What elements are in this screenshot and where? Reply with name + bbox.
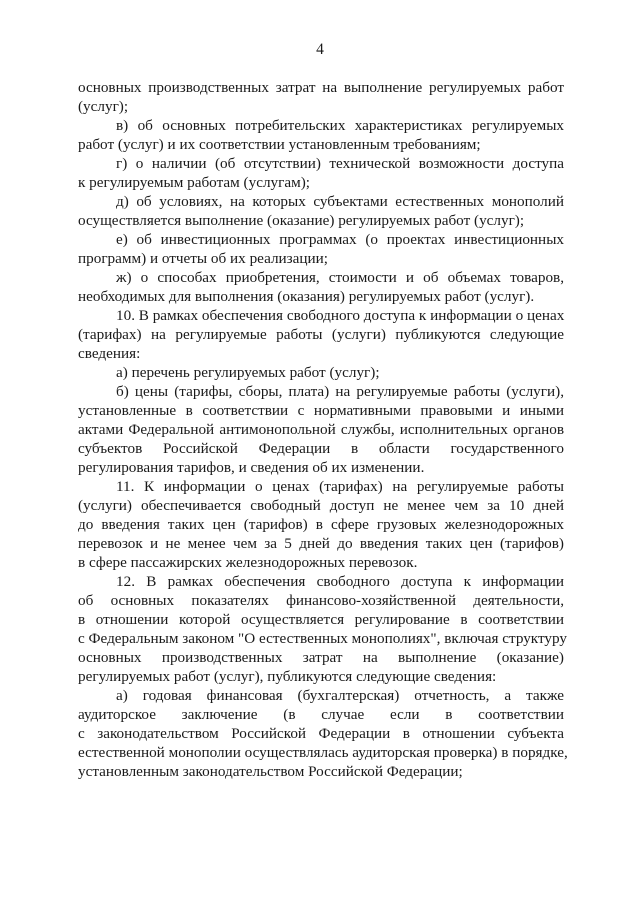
text-line: необходимых для выполнения (оказания) регулируемых работ (услуг). xyxy=(78,288,535,305)
text-line: до введения таких цен (тарифов) в сфере грузовых железнодорожных xyxy=(78,516,564,533)
text-line: перевозок и не менее чем за 5 дней до введения таких цен (тарифов) xyxy=(78,535,564,552)
text-line: к регулируемым работам (услугам); xyxy=(78,174,310,191)
text-line: 11. К информации о ценах (тарифах) на регулируемые работы xyxy=(116,478,564,495)
text-line: основных производственных затрат на выполнение регулируемых работ xyxy=(78,79,564,96)
page-number: 4 xyxy=(316,41,324,58)
text-line: (услуг); xyxy=(78,98,129,115)
text-line: регулирования тарифов, и сведения об их изменении. xyxy=(78,459,425,476)
text-line: а) перечень регулируемых работ (услуг); xyxy=(116,364,380,381)
text-line: (услуги) обеспечивается свободный доступ не менее чем за 10 дней xyxy=(78,497,564,514)
text-line: установленным законодательством Российской Федерации; xyxy=(78,763,463,780)
text-line: работ (услуг) и их соответствии установленным требованиям; xyxy=(78,136,481,153)
text-line: г) о наличии (об отсутствии) технической возможности доступа xyxy=(116,155,564,172)
text-line: основных производственных затрат на выполнение (оказание) xyxy=(78,649,564,666)
text-line: сведения: xyxy=(78,345,141,362)
text-line: в сфере пассажирских железнодорожных перевозок. xyxy=(78,554,418,571)
text-line: регулируемых работ (услуг), публикуются следующие сведения: xyxy=(78,668,497,685)
text-line: (тарифах) на регулируемые работы (услуги) публикуются следующие xyxy=(78,326,564,343)
text-line: а) годовая финансовая (бухгалтерская) отчетность, а также xyxy=(116,687,564,704)
text-line: программ) и отчеты об их реализации; xyxy=(78,250,329,267)
text-line: в отношении которой осуществляется регулирование в соответствии xyxy=(78,611,564,628)
text-line: с законодательством Российской Федерации в отношении субъекта xyxy=(78,725,564,742)
text-line: е) об инвестиционных программах (о проектах инвестиционных xyxy=(116,231,564,248)
text-line: установленные в соответствии с нормативными правовыми и иными xyxy=(78,402,564,419)
text-line: актами Федеральной антимонопольной службы, исполнительных органов xyxy=(78,421,564,438)
text-line: б) цены (тарифы, сборы, плата) на регулируемые работы (услуги), xyxy=(116,383,564,400)
text-line: субъектов Российской Федерации в области государственного xyxy=(78,440,564,457)
text-line: осуществляется выполнение (оказание) регулируемых работ (услуг); xyxy=(78,212,525,229)
text-line: аудиторское заключение (в случае если в соответствии xyxy=(78,706,564,723)
text-line: д) об условиях, на которых субъектами естественных монополий xyxy=(116,193,564,210)
document-body xyxy=(78,78,568,781)
text-line: с Федеральным законом "О естественных монополиях", включая структуру xyxy=(78,630,568,647)
text-line: ж) о способах приобретения, стоимости и об объемах товаров, xyxy=(116,269,564,286)
text-line: 10. В рамках обеспечения свободного доступа к информации о ценах xyxy=(116,307,565,324)
text-line: в) об основных потребительских характеристиках регулируемых xyxy=(116,117,564,134)
text-line: об основных показателях финансово-хозяйственной деятельности, xyxy=(78,592,564,609)
text-line: 12. В рамках обеспечения свободного доступа к информации xyxy=(116,573,564,590)
text-line: естественной монополии осуществлялась аудиторская проверка) в порядке, xyxy=(78,744,568,761)
